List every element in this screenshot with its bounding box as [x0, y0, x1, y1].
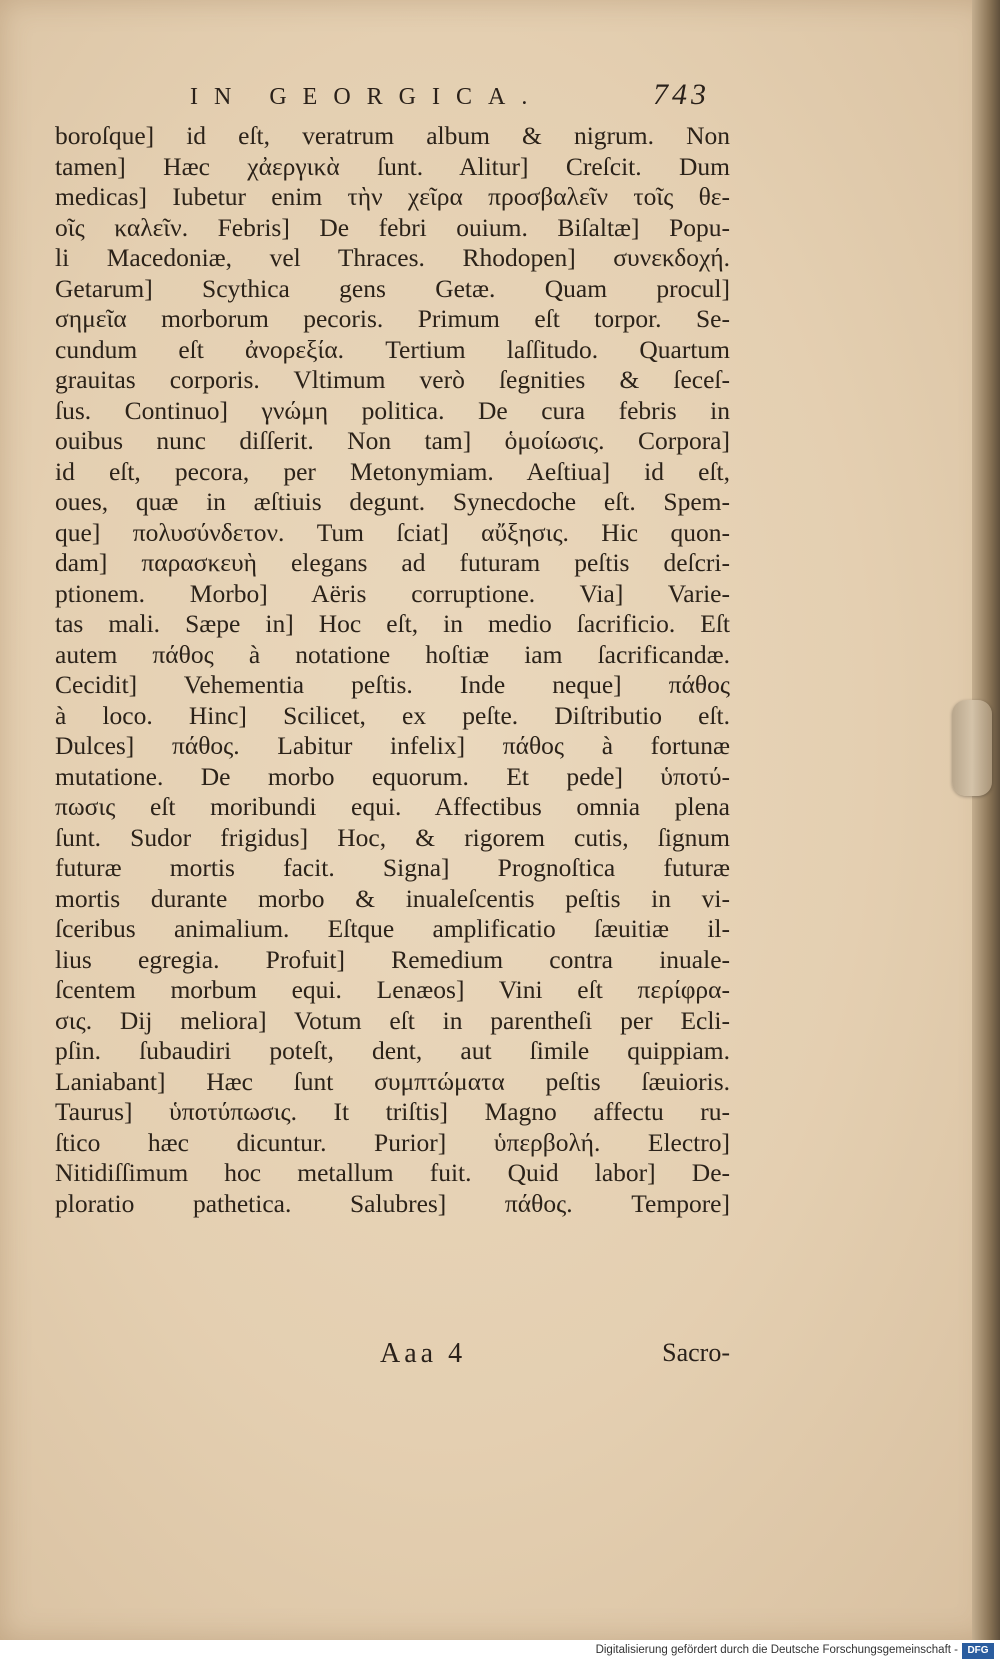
page-number: 743	[653, 78, 710, 111]
text-line: ſcentem morbum equi. Lenæos] Vini eſt περίφρα-	[55, 975, 730, 1004]
page-edge	[972, 0, 1000, 1640]
text-line: οῖς καλεῖν. Febris] De febri ouium. Biſaltæ] Popu-	[55, 212, 730, 242]
text-line: mutatione. De morbo equorum. Et pede] ὑποτύ-	[55, 761, 730, 791]
text-line: Getarum] Scythica gens Getæ. Quam procul]	[55, 273, 730, 303]
text-line: ſtico hæc dicuntur. Purior] ὑπερβολή. Electro]	[55, 1127, 730, 1157]
text-line: ptionem. Morbo] Aëris corruptione. Via] Varie-	[55, 578, 730, 608]
text-line: autem πάθος à notatione hoſtiæ iam ſacrificandæ.	[55, 639, 730, 669]
text-line: oues, quæ in æſtiuis degunt. Synecdoche eſt. Spem-	[55, 487, 730, 516]
text-line: Laniabant] Hæc ſunt συμπτώματα peſtis ſæuioris.	[55, 1066, 730, 1096]
text-line: Cecidit] Vehementia peſtis. Inde neque] πάθος	[55, 670, 730, 699]
text-line: futuræ mortis facit. Signa] Prognoſtica futuræ	[55, 853, 730, 882]
text-line: ouibus nunc diſſerit. Non tam] ὁμοίωσις. Corpora]	[55, 426, 730, 455]
credit-text: Digitalisierung gefördert durch die Deutsche Forschungsgemeinschaft -	[595, 1644, 958, 1656]
credit-bar	[0, 1640, 1000, 1663]
text-line: σις. Dij meliora] Votum eſt in parentheſi per Ecli-	[55, 1005, 730, 1035]
commentary-text	[55, 121, 730, 1219]
text-line: tamen] Hæc χἀεργικὰ ſunt. Alitur] Creſcit. Dum	[55, 151, 730, 181]
page-tab-marker	[952, 700, 992, 796]
text-line: ſceribus animalium. Eſtque amplificatio ſæuitiæ il-	[55, 914, 730, 943]
dfg-logo: DFG	[962, 1643, 994, 1659]
text-line: Taurus] ὑποτύπωσις. It triſtis] Magno affectu ru-	[55, 1097, 730, 1126]
text-line: cundum eſt ἀνορεξία. Tertium laſſitudo. Quartum	[55, 334, 730, 364]
text-line: li Macedoniæ, vel Thraces. Rhodopen] συνεκδοχή.	[55, 243, 730, 272]
text-line: pſin. ſubaudiri poteſt, dent, aut ſimile quippiam.	[55, 1036, 730, 1065]
text-line: dam] παρασκευὴ elegans ad futuram peſtis deſcri-	[55, 548, 730, 577]
text-line: σημεῖα morborum pecoris. Primum eſt torpor. Se-	[55, 304, 730, 333]
text-line: à loco. Hinc] Scilicet, ex peſte. Diſtributio eſt.	[55, 700, 730, 730]
text-line: id eſt, pecora, per Metonymiam. Aeſtiua] id eſt,	[55, 456, 730, 486]
text-line: πωσις eſt moribundi equi. Affectibus omnia plena	[55, 792, 730, 821]
text-line: lius egregia. Profuit] Remedium contra inuale-	[55, 944, 730, 974]
text-line: Dulces] πάθος. Labitur infelix] πάθος à fortunæ	[55, 731, 730, 760]
running-title: IN GEORGICA.	[190, 84, 544, 110]
signature-mark: Aaa 4	[380, 1338, 467, 1369]
text-line: mortis durante morbo & inualeſcentis peſtis in vi-	[55, 883, 730, 913]
text-line: ſunt. Sudor frigidus] Hoc, & rigorem cutis, ſignum	[55, 822, 730, 852]
text-line: ploratio pathetica. Salubres] πάθος. Tempore]	[55, 1188, 730, 1218]
running-head	[55, 78, 730, 124]
text-line: Nitidiſſimum hoc metallum fuit. Quid labor] De-	[55, 1158, 730, 1187]
catchword: Sacro-	[662, 1338, 730, 1367]
text-line: que] πολυσύνδετον. Tum ſciat] αὔξησις. Hic quon-	[55, 517, 730, 547]
text-line: medicas] Iubetur enim τὴν χεῖρα προσβαλεῖν τοῖς θε-	[55, 182, 730, 211]
text-line: ſus. Continuo] γνώμη politica. De cura febris in	[55, 395, 730, 425]
text-line: tas mali. Sæpe in] Hoc eſt, in medio ſacrificio. Eſt	[55, 609, 730, 638]
page-footer	[55, 1338, 730, 1374]
text-line: boroſque] id eſt, veratrum album & nigrum. Non	[55, 121, 730, 150]
text-line: grauitas corporis. Vltimum verò ſegnities & ſeceſ-	[55, 365, 730, 394]
